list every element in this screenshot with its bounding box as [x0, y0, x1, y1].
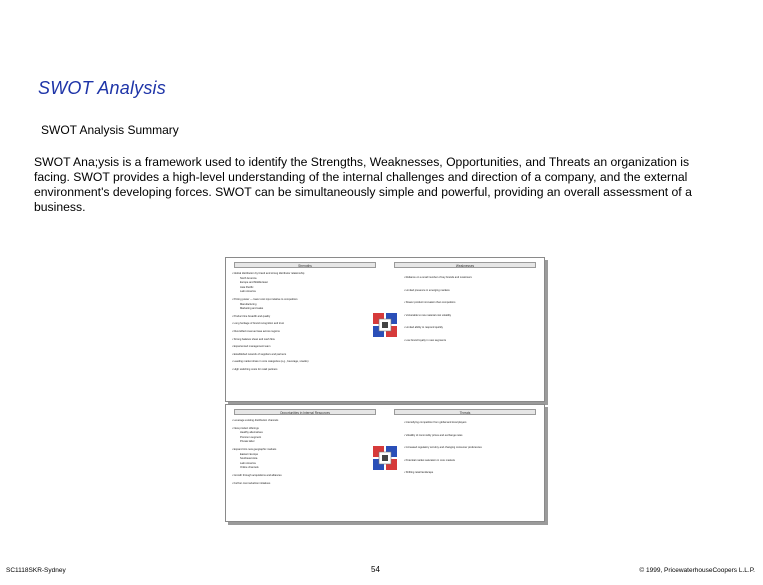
list-subitem: Asia Pacific — [240, 285, 254, 289]
list-subitem: Premium segment — [240, 435, 262, 439]
list-subitem: Healthy alternatives — [240, 431, 263, 435]
list-item: • Global distribution by brand and strong distributor relationship — [232, 272, 352, 276]
list-item: • Reliance on a small number of key brands and customers — [404, 276, 532, 280]
list-subitem: Private label — [240, 440, 255, 444]
list-subitem: Europe and Middle East — [240, 281, 268, 285]
list-item: • Long heritage of brand recognition and trust — [232, 322, 352, 326]
company-logo-icon — [372, 445, 398, 471]
list-item: • Leverage existing distribution channels — [232, 419, 352, 423]
list-item: • Diversified revenue base across regions — [232, 330, 352, 334]
opportunities-header: Opportunities in Internal Resources — [234, 409, 376, 415]
page-title: SWOT Analysis — [38, 78, 166, 98]
list-item: • Vulnerable to raw material cost volatility — [404, 314, 532, 318]
page-number: 54 — [371, 565, 380, 574]
section-subtitle: SWOT Analysis Summary — [41, 123, 179, 137]
opportunities-list — [232, 419, 352, 489]
list-subitem: North America — [240, 276, 257, 280]
threats-header: Threats — [394, 409, 536, 415]
list-item: • Leading market share in core categories (e.g., beverage, snacks) — [232, 360, 352, 364]
list-item: • Strong balance sheet and cash flow — [232, 338, 352, 342]
list-item: • Increased regulatory scrutiny and changing consumer preferences — [404, 446, 532, 450]
list-item: • High switching costs for retail partners — [232, 368, 352, 372]
list-item: • Volatility of commodity prices and exchange rates — [404, 434, 532, 438]
list-item: • Slower product innovation than competitors — [404, 301, 532, 305]
list-item: • Potential market saturation in core markets — [404, 459, 532, 463]
list-item: • Limited ability to respond quickly — [404, 326, 532, 330]
list-item: • Expand into new geographic markets — [232, 448, 352, 452]
list-subitem: Online channels — [240, 466, 259, 470]
swot-slide-strengths-weaknesses — [225, 257, 545, 402]
intro-paragraph: SWOT Ana;ysis is a framework used to identify the Strengths, Weaknesses, Opportunities, and Threats an organization is facing. SWOT provides a high-level understanding of the internal challenges and direction of a company, and the external environment's developing forces. SWOT can be simultaneously simple and powerful, providing an overall assessment of a business. — [34, 155, 692, 214]
threats-list — [404, 421, 532, 484]
list-item: • Established network of suppliers and partners — [232, 353, 352, 357]
swot-slide-opportunities-threats — [225, 404, 545, 522]
list-item: • Limited presence in emerging markets — [404, 289, 532, 293]
list-item: • Further cost reduction initiatives — [232, 482, 352, 486]
strengths-list — [232, 272, 352, 376]
list-item: • New product offerings — [232, 427, 352, 431]
company-logo-icon — [372, 312, 398, 338]
weaknesses-list — [404, 276, 532, 352]
list-item: • Experienced management team — [232, 345, 352, 349]
list-item: • Product line breadth and quality — [232, 315, 352, 319]
strengths-header: Strengths — [234, 262, 376, 268]
list-item: • Shifting retail landscape — [404, 471, 532, 475]
list-subitem: Latin America — [240, 461, 256, 465]
list-subitem: Eastern Europe — [240, 452, 259, 456]
list-subitem: Latin America — [240, 290, 256, 294]
list-subitem: Southeast Asia — [240, 457, 258, 461]
list-item: • Growth through acquisitions and alliances — [232, 474, 352, 478]
weaknesses-header: Weaknesses — [394, 262, 536, 268]
list-subitem: Manufacturing — [240, 302, 257, 306]
footer-reference: SC1118SKR-Sydney — [6, 567, 66, 574]
list-item: • Low brand loyalty in new segments — [404, 339, 532, 343]
list-item: • Intensifying competition from global and local players — [404, 421, 532, 425]
list-item: • Pricing power — lower cost input relative to competitors — [232, 298, 352, 302]
list-subitem: Marketing and sales — [240, 307, 264, 311]
footer-copyright: © 1999, PricewaterhouseCoopers L.L.P. — [639, 567, 755, 574]
